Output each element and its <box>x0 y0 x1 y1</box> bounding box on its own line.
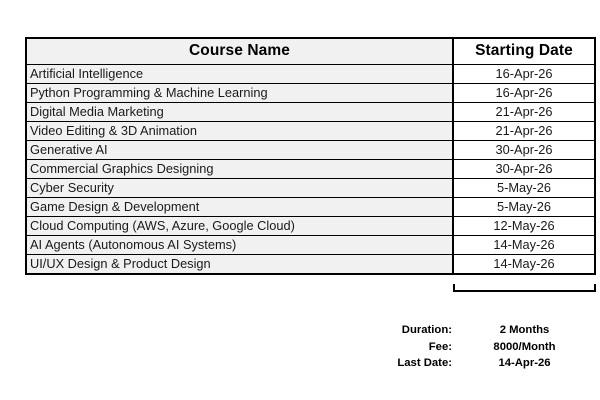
table-row <box>27 159 594 178</box>
course-table-body <box>27 64 594 273</box>
last-date-label: Last Date: <box>397 357 452 369</box>
details-block <box>25 322 596 372</box>
detail-line-last-date <box>25 355 596 372</box>
table-row <box>27 197 594 216</box>
duration-label: Duration: <box>401 324 452 336</box>
starting-date-cell: 30-Apr-26 <box>453 159 594 178</box>
table-row <box>27 140 594 159</box>
last-date-value: 14-Apr-26 <box>498 357 551 369</box>
course-name-header: Course Name <box>27 39 453 64</box>
course-name-cell: Artificial Intelligence <box>27 64 453 83</box>
starting-date-cell: 21-Apr-26 <box>453 121 594 140</box>
course-table <box>27 39 594 273</box>
starting-date-cell: 5-May-26 <box>453 197 594 216</box>
table-row <box>27 83 594 102</box>
starting-date-cell: 14-May-26 <box>453 254 594 273</box>
date-column-border-extension <box>453 284 596 292</box>
starting-date-cell: 14-May-26 <box>453 235 594 254</box>
starting-date-cell: 21-Apr-26 <box>453 102 594 121</box>
course-name-cell: AI Agents (Autonomous AI Systems) <box>27 235 453 254</box>
course-name-cell: Generative AI <box>27 140 453 159</box>
starting-date-cell: 5-May-26 <box>453 178 594 197</box>
starting-date-cell: 16-Apr-26 <box>453 83 594 102</box>
table-row <box>27 235 594 254</box>
starting-date-header: Starting Date <box>453 39 594 64</box>
table-row <box>27 121 594 140</box>
course-name-cell: Commercial Graphics Designing <box>27 159 453 178</box>
course-name-cell: UI/UX Design & Product Design <box>27 254 453 273</box>
duration-value: 2 Months <box>499 324 550 336</box>
course-name-cell: Game Design & Development <box>27 197 453 216</box>
starting-date-cell: 12-May-26 <box>453 216 594 235</box>
course-name-cell: Video Editing & 3D Animation <box>27 121 453 140</box>
course-name-cell: Cloud Computing (AWS, Azure, Google Cloud) <box>27 216 453 235</box>
course-schedule-table <box>25 37 596 275</box>
course-name-cell: Cyber Security <box>27 178 453 197</box>
table-header-row <box>27 39 594 64</box>
table-row <box>27 64 594 83</box>
starting-date-cell: 16-Apr-26 <box>453 64 594 83</box>
table-row <box>27 102 594 121</box>
detail-line-fee <box>25 339 596 356</box>
detail-line-duration <box>25 322 596 339</box>
fee-label: Fee: <box>428 340 452 353</box>
table-row <box>27 178 594 197</box>
fee-value: 8000/Month <box>493 340 556 353</box>
starting-date-cell: 30-Apr-26 <box>453 140 594 159</box>
table-row <box>27 216 594 235</box>
table-row <box>27 254 594 273</box>
course-name-cell: Digital Media Marketing <box>27 102 453 121</box>
course-name-cell: Python Programming & Machine Learning <box>27 83 453 102</box>
